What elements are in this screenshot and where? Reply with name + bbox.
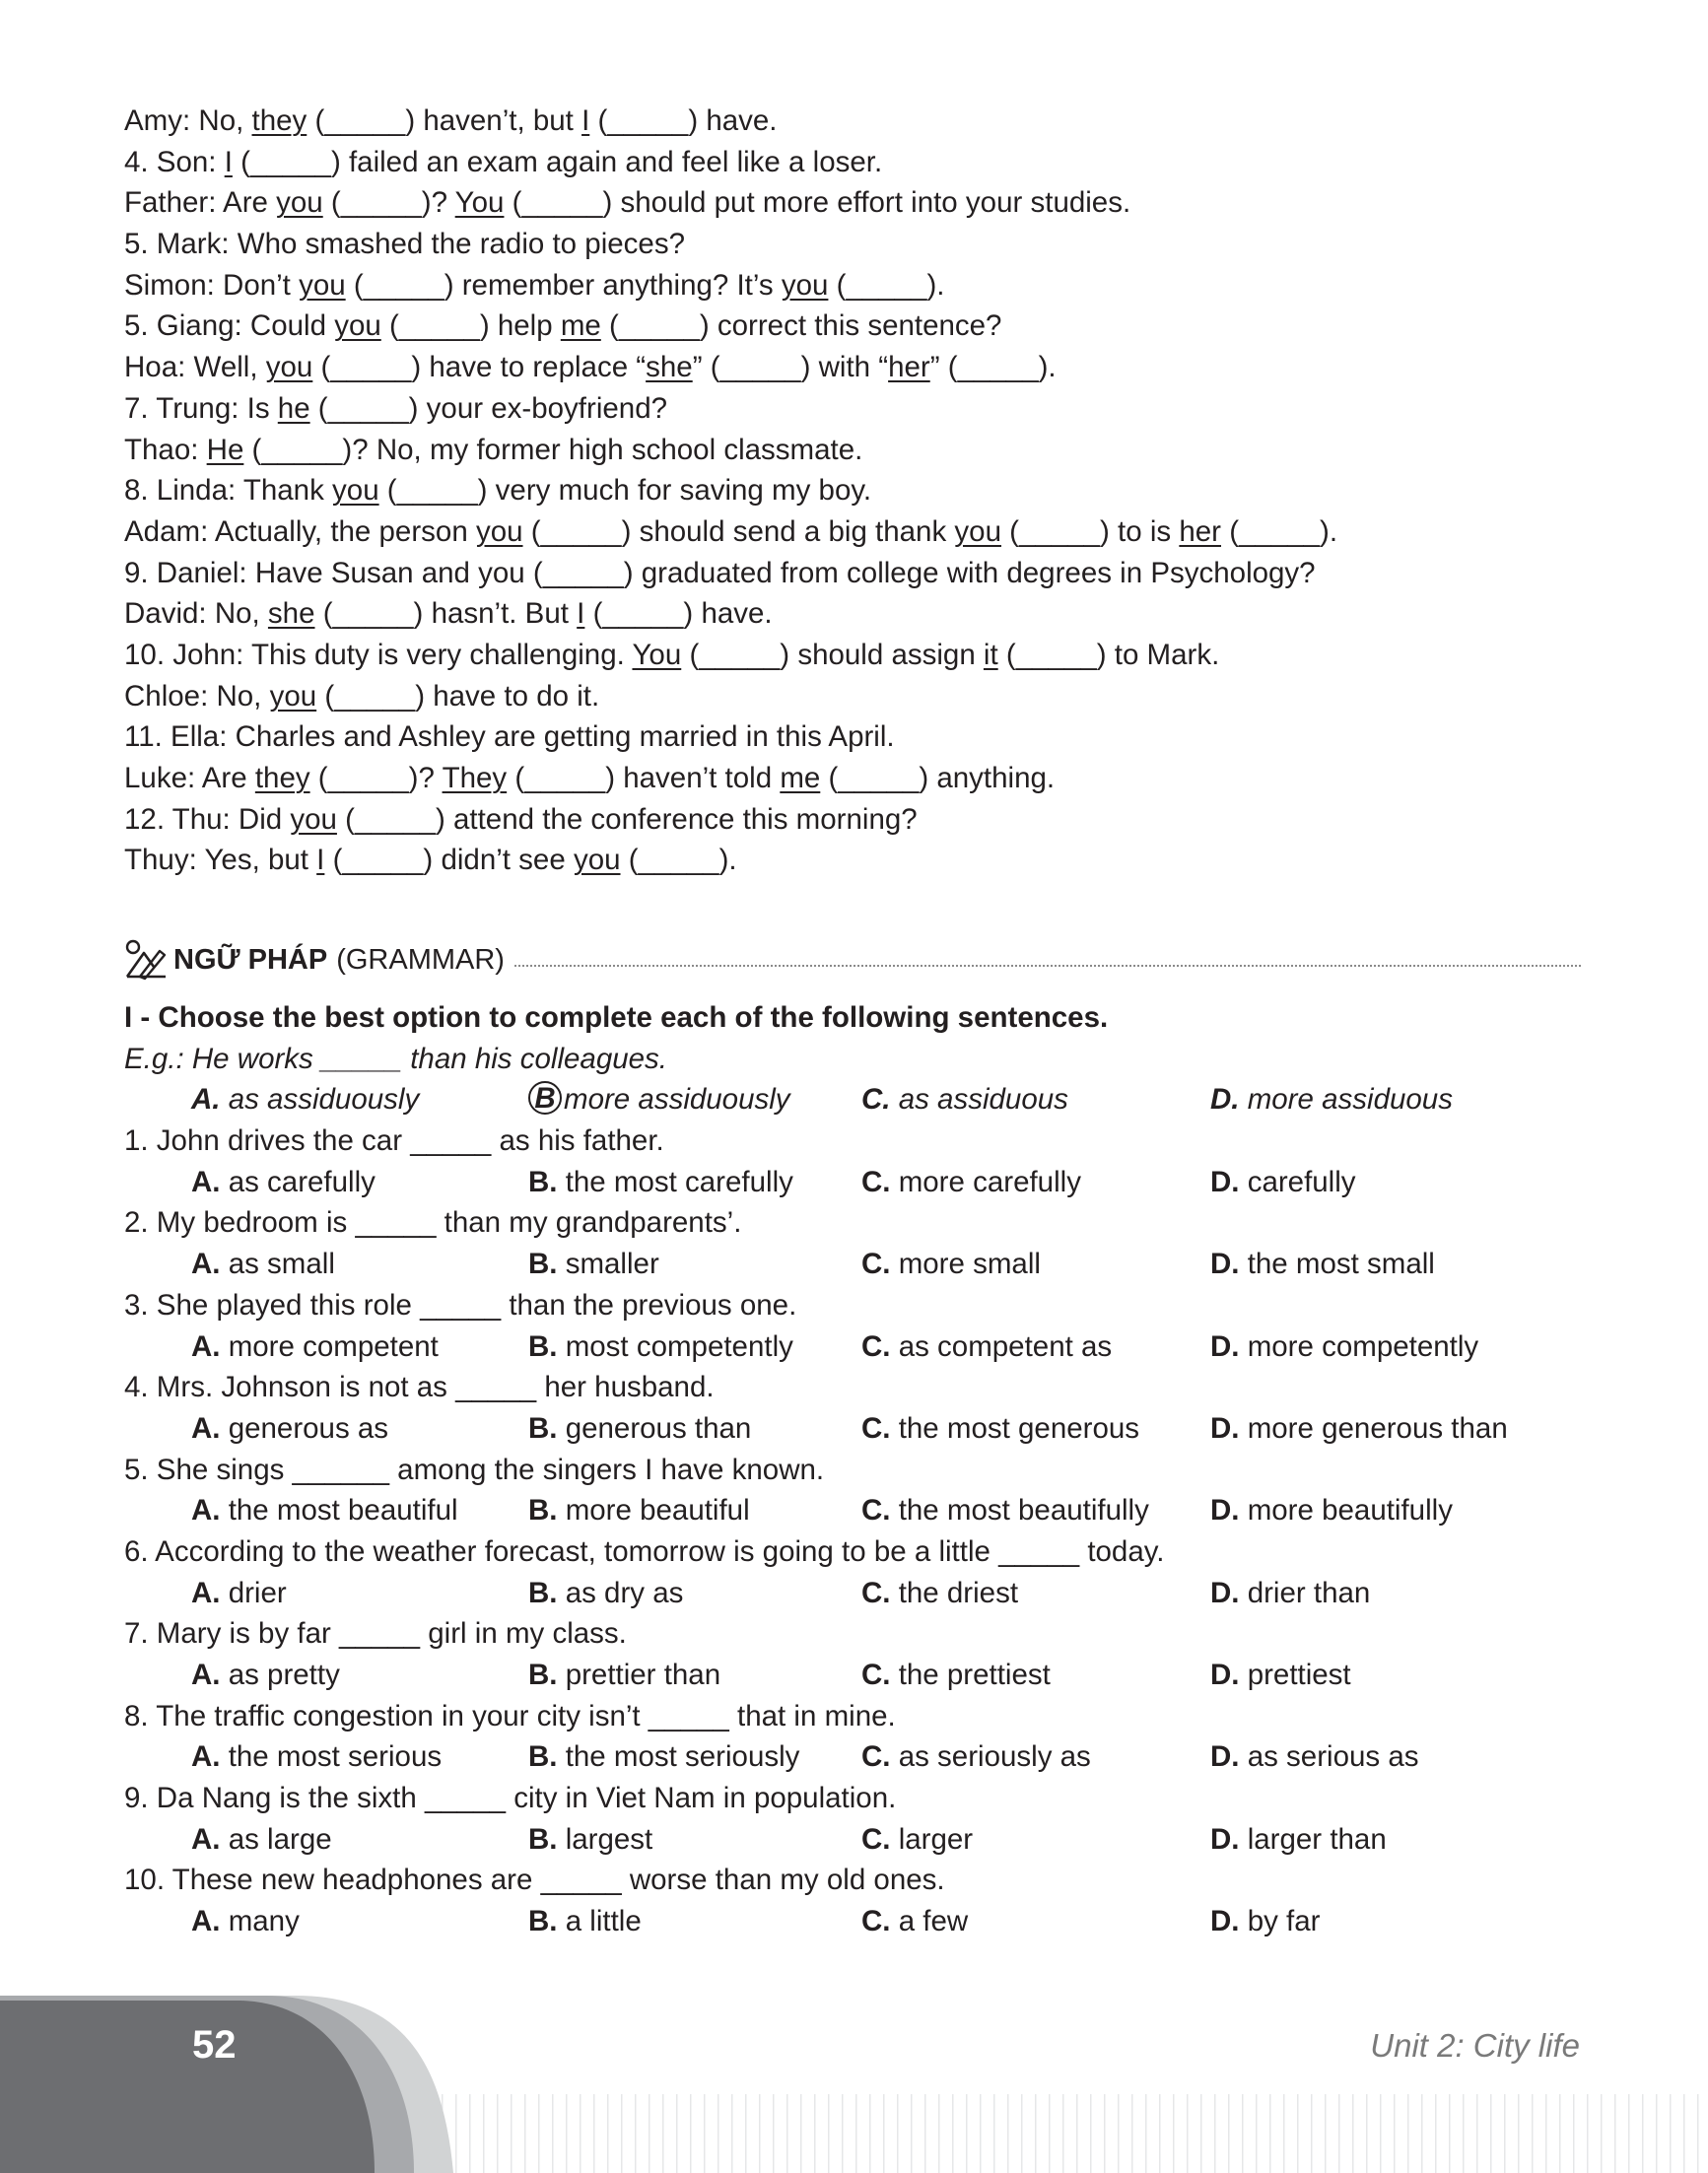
dialogue-text: (_____) failed an exam again and feel like a loser. [232, 145, 883, 178]
underlined-pronoun: you [781, 268, 829, 302]
option-b [528, 1901, 642, 1942]
option-text: as assiduously [220, 1083, 420, 1117]
underlined-pronoun: you [954, 514, 1001, 548]
option-a [191, 1490, 458, 1531]
underlined-pronoun: you [475, 514, 523, 548]
dialogue-text: (_____) attend the conference this morning? [336, 802, 918, 836]
option-text: a few [890, 1905, 969, 1938]
option-letter: B. [528, 1740, 558, 1774]
option-letter: A. [191, 1329, 221, 1363]
dialogue-text: (_____). [620, 844, 737, 877]
option-d [1210, 1244, 1435, 1285]
page-number: 52 [192, 2023, 237, 2067]
dialogue-text: (_____) have to do it. [316, 679, 600, 713]
dialogue-text: 4. Son: [124, 145, 225, 178]
dialogue-text: ” (_____) with “ [692, 351, 889, 384]
option-text: the most generous [890, 1411, 1140, 1445]
option-d [1210, 1736, 1419, 1778]
option-a [191, 1655, 340, 1696]
section-title: NGỮ PHÁP [173, 943, 328, 976]
question-options [124, 1819, 1583, 1861]
option-letter: D. [1210, 1329, 1240, 1363]
question-options [124, 1655, 1583, 1696]
option-text: the driest [890, 1576, 1019, 1609]
dialogue-text: Hoa: Well, [124, 351, 266, 384]
dialogue-text: (_____) hasn’t. But [314, 597, 578, 631]
option-letter: C. [861, 1576, 891, 1609]
option-text: the most serious [220, 1740, 443, 1774]
option-text: as seriously as [890, 1740, 1091, 1774]
option-letter: D. [1210, 1494, 1240, 1528]
dialogue-line [124, 553, 1583, 594]
option-text: the most beautifully [890, 1494, 1149, 1528]
dialogue-text: (_____) didn’t see [324, 844, 574, 877]
example-options [124, 1079, 1583, 1120]
option-a [191, 1326, 439, 1368]
option-letter: D. [1210, 1905, 1240, 1938]
option-text: most competently [557, 1329, 793, 1363]
underlined-pronoun: it [983, 638, 998, 671]
question-text: 2. My bedroom is _____ than my grandparents’. [124, 1206, 742, 1240]
underlined-pronoun: You [632, 638, 682, 671]
underlined-pronoun: I [581, 104, 590, 137]
option-letter: C. [861, 1494, 891, 1528]
dialogue-text: (_____) should assign [681, 638, 984, 671]
underlined-pronoun: he [277, 391, 310, 425]
dialogue-line [124, 716, 1583, 758]
option-text: more beautifully [1239, 1494, 1453, 1528]
dialogue-text: (_____) haven’t, but [307, 104, 582, 137]
option-d [1210, 1079, 1453, 1120]
dialogue-text: Amy: No, [124, 104, 252, 137]
dialogue-text: (_____) should put more effort into your studies. [504, 186, 1131, 220]
option-text: generous than [557, 1411, 752, 1445]
underlined-pronoun: You [454, 186, 505, 220]
option-text: drier than [1239, 1576, 1371, 1609]
dialogue-text: (_____) haven’t told [507, 762, 781, 794]
question-text: 10. These new headphones are _____ worse than my old ones. [124, 1864, 945, 1897]
option-c [861, 1901, 968, 1942]
underlined-pronoun: she [646, 351, 693, 384]
option-c [861, 1655, 1051, 1696]
dialogue-text: Adam: Actually, the person [124, 514, 476, 548]
option-text: more generous than [1239, 1411, 1508, 1445]
dialogue-line [124, 635, 1583, 676]
question-options [124, 1162, 1583, 1203]
dialogue-line [124, 182, 1583, 224]
grammar-section-header [124, 937, 1581, 983]
dialogue-text: (_____). [828, 268, 945, 302]
dialogue-text: (_____) to is [1000, 514, 1180, 548]
dotted-rule [514, 965, 1581, 967]
option-b [528, 1326, 793, 1368]
option-text: more competent [220, 1329, 439, 1363]
option-letter: C. [861, 1248, 891, 1281]
option-text: as carefully [220, 1165, 376, 1198]
dialogue-text: (_____) very much for saving my boy. [378, 474, 872, 508]
option-c [861, 1162, 1081, 1203]
dialogue-line [124, 511, 1583, 553]
dialogue-line [124, 388, 1583, 430]
grammar-pencil-icon [124, 939, 168, 981]
option-b [528, 1655, 720, 1696]
dialogue-line [124, 470, 1583, 511]
option-d [1210, 1490, 1453, 1531]
dialogue-text: (_____) remember anything? It’s [345, 268, 782, 302]
option-d [1210, 1408, 1508, 1450]
dialogue-line [124, 430, 1583, 471]
underlined-pronoun: you [573, 844, 621, 877]
dialogue-line [124, 101, 1583, 142]
option-text: drier [220, 1576, 287, 1609]
option-letter: B. [528, 1248, 558, 1281]
dialogue-line [124, 758, 1583, 799]
question-options [124, 1573, 1583, 1614]
underlined-pronoun: you [269, 679, 317, 713]
dialogue-text: 11. Ella: Charles and Ashley are getting married in this April. [124, 720, 895, 754]
option-letter: A. [191, 1740, 221, 1774]
dialogue-text: 10. John: This duty is very challenging. [124, 638, 633, 671]
question-text: 9. Da Nang is the sixth _____ city in Viet Nam in population. [124, 1782, 897, 1815]
dialogue-text: Thuy: Yes, but [124, 844, 317, 877]
circled-answer-letter: B [528, 1081, 562, 1115]
option-letter: B. [528, 1822, 558, 1856]
underlined-pronoun: you [334, 309, 381, 343]
option-text: the most small [1239, 1248, 1435, 1281]
option-d [1210, 1326, 1478, 1368]
dialogue-text: 9. Daniel: Have Susan and you (_____) graduated from college with degrees in Psychology? [124, 556, 1316, 589]
option-letter: A. [191, 1165, 221, 1198]
underlined-pronoun: They [442, 762, 508, 794]
option-d [1210, 1655, 1351, 1696]
dialogue-text: 5. Giang: Could [124, 309, 335, 343]
underlined-pronoun: you [299, 268, 346, 302]
dialogue-text: (_____) help [380, 309, 561, 343]
underlined-pronoun: you [276, 186, 323, 220]
option-text: a little [557, 1905, 642, 1938]
option-letter: A. [191, 1822, 221, 1856]
option-text: the prettiest [890, 1659, 1051, 1691]
dialogue-text: Father: Are [124, 186, 277, 220]
option-text: many [220, 1905, 300, 1938]
footer-decoration [0, 1996, 1708, 2173]
dialogue-line [124, 265, 1583, 306]
question-text: 8. The traffic congestion in your city isn’t _____ that in mine. [124, 1699, 896, 1732]
underlined-pronoun: her [1179, 514, 1221, 548]
dialogue-text: David: No, [124, 597, 268, 631]
option-letter: B. [528, 1659, 558, 1691]
option-c [861, 1079, 1068, 1120]
option-d [1210, 1819, 1387, 1861]
question-options [124, 1244, 1583, 1285]
dialogue-text: 12. Thu: Did [124, 802, 291, 836]
option-letter: C. [861, 1740, 891, 1774]
option-text: as pretty [220, 1659, 340, 1691]
option-c [861, 1408, 1139, 1450]
option-d [1210, 1162, 1356, 1203]
underlined-pronoun: me [780, 762, 821, 794]
dialogue-line [124, 676, 1583, 717]
option-c [861, 1819, 973, 1861]
option-text: more beautiful [557, 1494, 750, 1528]
option-letter: C. [861, 1083, 891, 1117]
underlined-pronoun: me [560, 309, 601, 343]
dialogue-exercise [124, 101, 1583, 881]
underlined-pronoun: I [316, 844, 325, 877]
question-text: 4. Mrs. Johnson is not as _____ her husband. [124, 1371, 715, 1404]
option-text: larger [890, 1822, 974, 1856]
section-subtitle: (GRAMMAR) [336, 943, 505, 976]
dialogue-text: 5. Mark: Who smashed the radio to pieces? [124, 228, 685, 261]
dialogue-text: (_____)? [309, 762, 443, 794]
dialogue-line [124, 799, 1583, 841]
option-b [528, 1244, 659, 1285]
option-letter: B. [528, 1165, 558, 1198]
option-text: the most carefully [557, 1165, 793, 1198]
option-letter: A. [191, 1083, 221, 1117]
option-c [861, 1490, 1149, 1531]
option-text: as small [220, 1248, 335, 1281]
option-text: prettiest [1239, 1659, 1351, 1691]
option-text: generous as [220, 1411, 389, 1445]
option-text: more assiduously [564, 1083, 790, 1117]
dialogue-text: (_____) have. [589, 104, 778, 137]
option-c [861, 1736, 1091, 1778]
option-letter: D. [1210, 1411, 1240, 1445]
option-c [861, 1573, 1018, 1614]
option-text: as serious as [1239, 1740, 1419, 1774]
underlined-pronoun: you [332, 474, 379, 508]
option-letter: A. [191, 1576, 221, 1609]
question-options [124, 1326, 1583, 1368]
option-text: carefully [1239, 1165, 1356, 1198]
option-letter: A. [191, 1248, 221, 1281]
option-text: as large [220, 1822, 332, 1856]
option-letter: C. [861, 1659, 891, 1691]
question-options [124, 1736, 1583, 1778]
option-c [861, 1326, 1112, 1368]
question-text: 6. According to the weather forecast, tomorrow is going to be a little _____ today. [124, 1534, 1165, 1568]
option-letter: D. [1210, 1165, 1240, 1198]
option-letter: D. [1210, 1248, 1240, 1281]
dialogue-text: (_____) anything. [820, 762, 1056, 794]
underlined-pronoun: you [290, 802, 337, 836]
option-letter: D. [1210, 1659, 1240, 1691]
dialogue-line [124, 142, 1583, 183]
dialogue-line [124, 306, 1583, 347]
option-c [861, 1244, 1041, 1285]
option-text: as dry as [557, 1576, 684, 1609]
option-text: more small [890, 1248, 1041, 1281]
dialogue-text: (_____) correct this sentence? [600, 309, 1002, 343]
multiple-choice-exercise [124, 997, 1583, 1942]
option-letter: A. [191, 1905, 221, 1938]
option-letter: B. [528, 1329, 558, 1363]
option-text: more assiduous [1239, 1083, 1453, 1117]
dialogue-text: Simon: Don’t [124, 268, 300, 302]
option-d [1210, 1573, 1370, 1614]
dialogue-line [124, 840, 1583, 881]
option-a [191, 1079, 419, 1120]
dialogue-line [124, 593, 1583, 635]
option-b [528, 1162, 793, 1203]
option-text: prettier than [557, 1659, 721, 1691]
question-options [124, 1408, 1583, 1450]
option-text: more competently [1239, 1329, 1479, 1363]
option-letter: C. [861, 1165, 891, 1198]
option-b [528, 1408, 751, 1450]
underlined-pronoun: I [224, 145, 233, 178]
option-text: smaller [557, 1248, 659, 1281]
option-text: largest [557, 1822, 653, 1856]
dialogue-line [124, 347, 1583, 388]
question-text: 5. She sings ______ among the singers I have known. [124, 1453, 825, 1486]
option-letter: C. [861, 1329, 891, 1363]
dialogue-text: (_____) your ex-boyfriend? [309, 391, 668, 425]
option-letter: C. [861, 1411, 891, 1445]
option-a [191, 1573, 287, 1614]
option-letter: A. [191, 1659, 221, 1691]
option-text: the most beautiful [220, 1494, 458, 1528]
option-letter: D. [1210, 1576, 1240, 1609]
option-text: as assiduous [890, 1083, 1068, 1117]
option-b [528, 1819, 652, 1861]
question-text: 1. John drives the car _____ as his father. [124, 1124, 664, 1158]
option-letter: B. [528, 1411, 558, 1445]
option-a [191, 1819, 332, 1861]
option-letter: D. [1210, 1740, 1240, 1774]
option-text: more carefully [890, 1165, 1081, 1198]
dialogue-text: (_____) should send a big thank [522, 514, 955, 548]
underlined-pronoun: they [254, 762, 310, 794]
underlined-pronoun: you [265, 351, 313, 384]
option-letter: D. [1210, 1822, 1240, 1856]
dialogue-text: (_____) have to replace “ [312, 351, 647, 384]
option-letter: A. [191, 1494, 221, 1528]
underlined-pronoun: she [267, 597, 315, 631]
option-b [528, 1079, 790, 1120]
option-text: as competent as [890, 1329, 1113, 1363]
example-question: E.g.: He works _____ than his colleagues. [124, 1042, 667, 1075]
option-letter: B. [528, 1905, 558, 1938]
dialogue-text: (_____)? [322, 186, 455, 220]
dialogue-text: Thao: [124, 433, 207, 466]
dialogue-text: Luke: Are [124, 762, 255, 794]
dialogue-text: (_____)? No, my former high school classmate. [243, 433, 863, 466]
dialogue-text: ” (_____). [929, 351, 1057, 384]
underlined-pronoun: her [888, 351, 930, 384]
dialogue-text: Chloe: No, [124, 679, 270, 713]
option-letter: B. [528, 1494, 558, 1528]
option-text: larger than [1239, 1822, 1387, 1856]
unit-title: Unit 2: City life [1370, 2027, 1580, 2064]
option-b [528, 1573, 683, 1614]
dialogue-text: (_____) to Mark. [997, 638, 1220, 671]
question-text: 3. She played this role _____ than the previous one. [124, 1288, 797, 1322]
underlined-pronoun: I [577, 597, 585, 631]
option-b [528, 1736, 799, 1778]
question-text: 7. Mary is by far _____ girl in my class. [124, 1617, 627, 1651]
option-a [191, 1901, 300, 1942]
option-text: by far [1239, 1905, 1321, 1938]
option-a [191, 1736, 442, 1778]
option-a [191, 1408, 388, 1450]
option-b [528, 1490, 750, 1531]
underlined-pronoun: they [251, 104, 307, 137]
option-d [1210, 1901, 1320, 1942]
dialogue-text: 8. Linda: Thank [124, 474, 333, 508]
option-letter: C. [861, 1822, 891, 1856]
option-letter: B. [528, 1576, 558, 1609]
option-letter: C. [861, 1905, 891, 1938]
dialogue-text: (_____) have. [584, 597, 773, 631]
dialogue-text: 7. Trung: Is [124, 391, 278, 425]
option-a [191, 1244, 335, 1285]
underlined-pronoun: He [206, 433, 244, 466]
dialogue-line [124, 224, 1583, 265]
option-letter: A. [191, 1411, 221, 1445]
question-options [124, 1490, 1583, 1531]
option-a [191, 1162, 376, 1203]
option-letter: D. [1210, 1083, 1240, 1117]
exercise-instruction: I - Choose the best option to complete each of the following sentences. [124, 1001, 1109, 1034]
option-text: the most seriously [557, 1740, 800, 1774]
dialogue-text: (_____). [1221, 514, 1338, 548]
question-options [124, 1901, 1583, 1942]
